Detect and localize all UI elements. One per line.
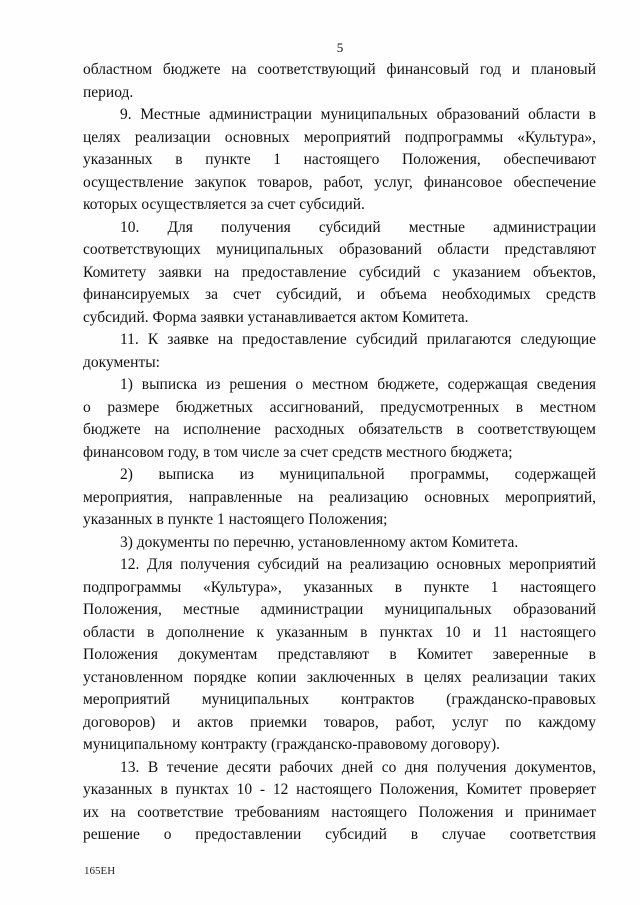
text-line: решение о предоставлении субсидий в случае соответствия [83,826,596,843]
text-line: период. [83,83,134,101]
text-line: Положения, местные администрации муниципальных образований [83,601,596,618]
text-line: документы: [83,353,160,371]
text-line: финансовом году, в том числе за счет средств местного бюджета; [83,443,513,461]
text-line: субсидий. Форма заявки устанавливается актом Комитета. [83,308,469,326]
text-line: договоров) и актов приемки товаров, работ, услуг по каждому [83,713,596,731]
text-line: области в дополнение к указанным в пунктах 10 и 11 настоящего [83,623,596,641]
text-line: соответствующих муниципальных образований области представляют [83,241,596,258]
text-line: областном бюджете на соответствующий финансовый год и плановый [83,61,596,78]
document-code: 165ЕН [84,865,116,877]
text-line: 1) выписка из решения о местном бюджете, содержащая сведения [120,376,596,393]
text-line: осуществление закупок товаров, работ, услуг, финансовое обеспечение [83,173,596,191]
text-line: мероприятий муниципальных контрактов (гражданско-правовых [83,691,596,708]
text-line: целях реализации основных мероприятий подпрограммы «Культура», [83,128,596,146]
text-line: 2) выписка из муниципальной программы, содержащей [120,466,596,483]
item-1 [83,374,596,464]
paragraph-11 [83,329,596,374]
text-line: указанных в пункте 1 настоящего Положения; [83,511,388,528]
text-line: Положения документам представляют в Комитет заверенные в [83,646,596,663]
text-line: 12. Для получения субсидий на реализацию основных мероприятий [120,556,596,573]
text-line: указанных в пунктах 10 - 12 настоящего Положения, Комитет проверяет [83,781,596,798]
text-line: 11. К заявке на предоставление субсидий прилагаются следующие [120,331,596,348]
text-line: мероприятия, направленные на реализацию основных мероприятий, [83,488,596,506]
text-line: 3) документы по перечню, установленному актом Комитета. [120,533,519,551]
paragraph-12 [83,554,596,757]
text-line: муниципальному контракту (гражданско-правовому договору). [83,736,501,753]
document-body [83,59,596,847]
text-line: 9. Местные администрации муниципальных образований области в [120,106,596,123]
text-line: указанных в пункте 1 настоящего Положения, обеспечивают [83,151,596,168]
text-line: 13. В течение десяти рабочих дней со дня получения документов, [120,758,596,776]
paragraph-8-continuation [83,59,596,104]
text-line: которых осуществляется за счет субсидий. [83,196,365,213]
text-line: Комитету заявки на предоставление субсидий с указанием объектов, [83,263,596,281]
text-line: установленном порядке копии заключенных в целях реализации таких [83,668,596,686]
item-2 [83,464,596,532]
text-line: их на соответствие требованиям настоящего Положения и принимает [83,803,596,821]
paragraph-13 [83,757,596,847]
text-line: бюджете на исполнение расходных обязательств в соответствующем [83,421,596,438]
text-line: подпрограммы «Культура», указанных в пункте 1 настоящего [83,578,596,596]
text-line: 10. Для получения субсидий местные администрации [120,218,596,236]
paragraph-10 [83,217,596,330]
text-line: финансируемых за счет субсидий, и объема необходимых средств [83,286,596,303]
item-3 [83,532,596,555]
page-number: 5 [336,40,344,55]
paragraph-9 [83,104,596,217]
text-line: о размере бюджетных ассигнований, предусмотренных в местном [83,398,596,416]
